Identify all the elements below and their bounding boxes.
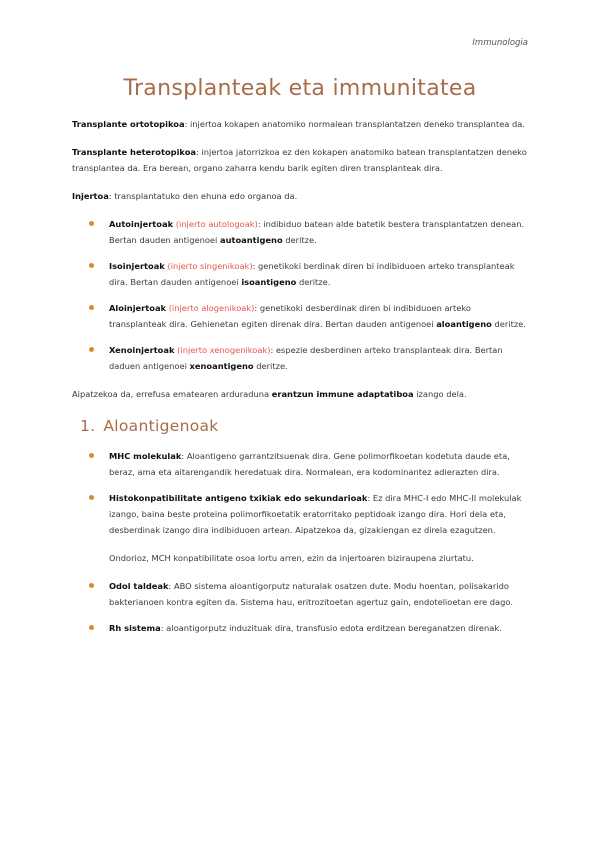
bullet-icon xyxy=(89,305,94,310)
bullet-icon xyxy=(89,625,94,630)
item-alt-name: (injerto autologoak) xyxy=(173,219,258,229)
item-term: Aloinjertoak xyxy=(109,303,167,313)
item-term: Xenoinjertoak xyxy=(109,345,175,355)
list-item xyxy=(72,258,528,290)
definition-heterotopikoa xyxy=(72,144,528,176)
bullet-icon xyxy=(89,263,94,268)
item-term: MHC molekulak xyxy=(109,451,182,461)
list-item xyxy=(72,578,528,610)
injerto-types-list xyxy=(72,216,528,374)
item-term: Rh sistema xyxy=(109,623,161,633)
list-item xyxy=(72,620,528,636)
note-text: Aipatzekoa da, errefusa ematearen arduraduna xyxy=(72,389,272,399)
item-text: : genetikoki desberdinak diren bi indibiduoen arteko transplanteak dira. Gehienetan egiten direnak dira. Bertan dauden antigenoei xyxy=(109,303,471,329)
page-title: Transplanteak eta immunitatea xyxy=(123,76,477,101)
item-text: : Aloantigeno garrantzitsuenak dira. Gene polimorfikoetan kodetuta daude eta, beraz, ama eta aitarengandik heredatuak dira. Normalean, era kodominantez adierazten dira. xyxy=(109,451,510,477)
section-title: Aloantigenoak xyxy=(103,417,219,435)
bullet-icon xyxy=(89,453,94,458)
definition-text: : injertoa jatorrizkoa ez den kokapen anatomiko batean transplantatzen deneko transplantea da. Era berean, organo zaharra kendu barik egiten diren transplanteak dira. xyxy=(72,147,527,173)
list-item xyxy=(72,342,528,374)
item-text: : indibiduo batean alde batetik bestera transplantatzen denean. Bertan dauden antigenoei xyxy=(109,219,525,245)
definition-injertoa xyxy=(72,188,528,204)
definition-term: Transplante ortotopikoa xyxy=(72,119,185,129)
definition-term: Transplante heterotopikoa xyxy=(72,147,197,157)
item-antigen: aloantigeno xyxy=(436,319,492,329)
list-item xyxy=(72,300,528,332)
definition-text: : transplantatuko den ehuna edo organoa da. xyxy=(108,191,298,201)
item-text: : Ez dira MHC-I edo MHC-II molekulak izango, baina beste proteina polimorfikoetatik eratorritako peptidoak izango dira. Hori dela eta, desberdinak izango dira indibiduoen artean. Aipatzekoa da, gizakiengan ez direla ezagutzen. xyxy=(109,493,522,535)
bullet-icon xyxy=(89,221,94,226)
item-text: : ABO sistema aloantigorputz naturalak osatzen dute. Modu hoentan, polisakarido bakterianoen kontra egiten da. Sistema hau, eritrozitoetan agertuz gain, endotelioetan ere dago. xyxy=(109,581,513,607)
header-label: Immunologia xyxy=(472,38,528,48)
item-antigen: autoantigeno xyxy=(219,235,283,245)
note-bold: erantzun immune adaptatiboa xyxy=(271,389,414,399)
definition-text: : injertoa kokapen anatomiko normalean transplantatzen deneko transplantea da. xyxy=(184,119,526,129)
item-antigen: isoantigeno xyxy=(241,277,297,287)
item-text-end: deritze. xyxy=(282,235,317,245)
rejection-note xyxy=(72,386,528,402)
item-text: : genetikoki berdinak diren bi indibiduoen arteko transplanteak dira. Bertan dauden antigenoei xyxy=(109,261,515,287)
section-subnote: Ondorioz, MCH konpatibilitate osoa lortu arren, ezin da injertoaren biziraupena ziurtatu. xyxy=(109,553,474,563)
document-body xyxy=(72,116,528,648)
item-term: Autoinjertoak xyxy=(109,219,174,229)
bullet-icon xyxy=(89,495,94,500)
item-text-end: deritze. xyxy=(296,277,331,287)
item-text: : espezie desberdinen arteko transplanteak dira. Bertan daduen antigenoei xyxy=(109,345,503,371)
list-item xyxy=(72,448,528,480)
aloantigen-list xyxy=(72,448,528,538)
item-text: : aloantigorputz induzituak dira, transfusio edota erditzean bereganatzen direnak. xyxy=(160,623,502,633)
definition-ortotopikoa xyxy=(72,116,528,132)
item-alt-name: (injerto alogenikoak) xyxy=(166,303,255,313)
section-heading xyxy=(80,416,528,436)
item-alt-name: (injerto singenikoak) xyxy=(164,261,253,271)
blood-systems-list xyxy=(72,578,528,636)
item-term: Odol taldeak xyxy=(109,581,169,591)
list-item xyxy=(72,490,528,538)
item-text-end: deritze. xyxy=(491,319,526,329)
bullet-icon xyxy=(89,347,94,352)
definition-term: Injertoa xyxy=(72,191,109,201)
item-term: Histokonpatibilitate antigeno txikiak edo sekundarioak xyxy=(109,493,368,503)
list-item xyxy=(72,216,528,248)
note-text-end: izango dela. xyxy=(413,389,467,399)
item-term: Isoinjertoak xyxy=(109,261,165,271)
bullet-icon xyxy=(89,583,94,588)
section-number: 1. xyxy=(80,417,96,435)
item-text-end: deritze. xyxy=(253,361,288,371)
item-alt-name: (injerto xenogenikoak) xyxy=(174,345,271,355)
item-antigen: xenoantigeno xyxy=(189,361,254,371)
